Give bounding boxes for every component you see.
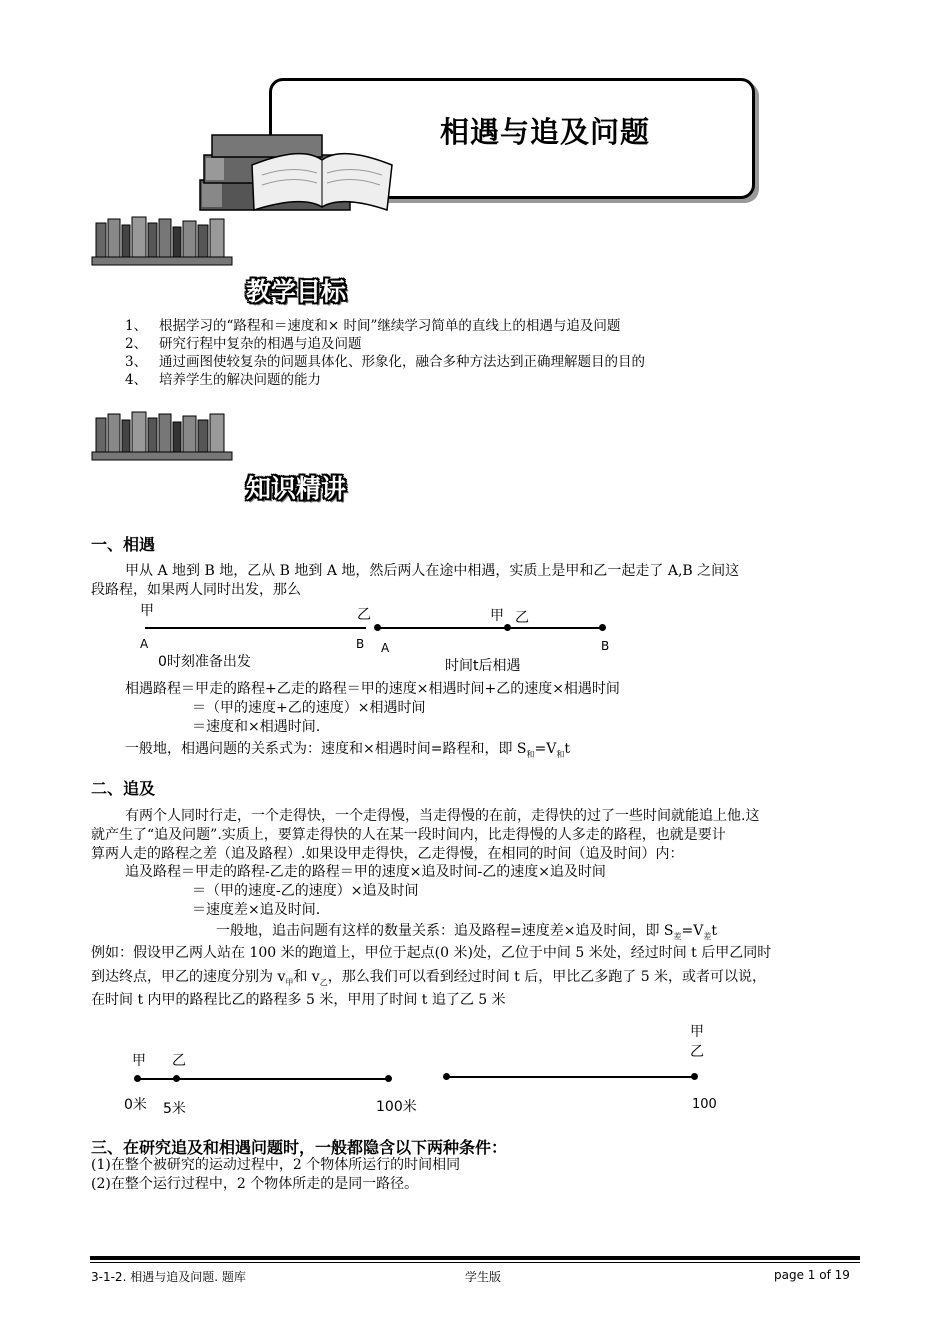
tick-label-5m: 5米 <box>163 1101 186 1117</box>
chase-formula-2: ＝（甲的速度-乙的速度）×追及时间 <box>192 883 419 899</box>
bookshelf-icon <box>90 213 235 268</box>
meet-intro-line1: 甲从 A 地到 B 地，乙从 B 地到 A 地，然后两人在途中相遇，实质上是甲和乙一起走了 A,B 之间这 <box>125 563 740 579</box>
condition-item-2: (2)在整个运行过程中，2 个物体所走的是同一路径。 <box>91 1176 419 1192</box>
footer-divider <box>90 1256 860 1260</box>
diagram-label-yi: 乙 <box>172 1053 186 1069</box>
tick-label-100: 100 <box>692 1097 717 1112</box>
track-line <box>447 1076 696 1078</box>
footer-divider <box>90 1262 860 1263</box>
footer-edition: 学生版 <box>465 1270 502 1284</box>
point-label-b: B <box>356 637 365 651</box>
point-dot <box>599 624 606 631</box>
chase-example-line3: 在时间 t 内甲的路程比乙的路程多 5 米，甲用了时间 t 追了乙 5 米 <box>91 992 506 1008</box>
distance-line <box>145 627 366 629</box>
point-dot <box>134 1075 141 1082</box>
chase-example-line1: 例如：假设甲乙两人站在 100 米的跑道上，甲位于起点(0 米)处，乙位于中间 5 米处，经过时间 t 后甲乙同时 <box>91 945 772 961</box>
tick-label-0m: 0米 <box>124 1097 147 1113</box>
diagram-label-yi: 乙 <box>357 607 371 623</box>
point-dot <box>443 1073 450 1080</box>
bookshelf-icon <box>90 408 235 463</box>
point-label-a: A <box>381 641 390 655</box>
diagram-caption-meet: 时间t后相遇 <box>445 658 521 674</box>
heading-conditions: 三、在研究追及和相遇问题时，一般都隐含以下两种条件： <box>91 1138 508 1157</box>
diagram-label-jia: 甲 <box>490 608 504 624</box>
footer-page-number: page 1 of 19 <box>774 1268 850 1282</box>
diagram-label-jia: 甲 <box>140 603 154 619</box>
diagram-label-jia: 甲 <box>132 1053 146 1069</box>
point-dot <box>173 1075 180 1082</box>
meet-formula-1: 相遇路程＝甲走的路程+乙走的路程＝甲的速度×相遇时间+乙的速度×相遇时间 <box>125 681 620 697</box>
books-illustration <box>192 125 397 220</box>
meet-formula-3: ＝速度和×相遇时间. <box>192 719 321 735</box>
point-dot <box>691 1073 698 1080</box>
point-dot <box>374 624 381 631</box>
list-item: 2、 研究行程中复杂的相遇与追及问题 <box>125 336 362 352</box>
meeting-point-dot <box>504 624 511 631</box>
chase-example-line2: 到达终点，甲乙的速度分别为 $v_甲$和 $v_乙$，那么我们可以看到经过时间 t 后，甲比乙多跑了 5 米，或者可以说， <box>91 969 767 987</box>
meet-general-relation: 一般地，相遇问题的关系式为：速度和×相遇时间=路程和，即 $S_和=V_和t$ <box>125 741 570 759</box>
section-title-knowledge: 知识精讲 <box>246 474 347 503</box>
chase-general-relation: 一般地，追击问题有这样的数量关系：追及路程=速度差×追及时间，即 $S_差=V_差t$ <box>216 923 717 941</box>
heading-chase: 二、追及 <box>91 779 156 798</box>
chase-para-line3: 算两人走的路程之差（追及路程）.如果设甲走得快，乙走得慢，在相同的时间（追及时间）内： <box>91 846 684 862</box>
chase-formula-3: ＝速度差×追及时间. <box>192 902 321 918</box>
diagram-label-yi: 乙 <box>515 610 529 626</box>
point-label-b: B <box>601 639 610 653</box>
diagram-label-jia: 甲 <box>690 1024 704 1040</box>
meet-formula-2: ＝（甲的速度+乙的速度）×相遇时间 <box>192 700 426 716</box>
point-label-a: A <box>140 637 149 651</box>
diagram-label-yi: 乙 <box>690 1044 704 1060</box>
list-item: 3、 通过画图使较复杂的问题具体化、形象化，融合多种方法达到正确理解题目的目的 <box>125 354 645 370</box>
tick-label-100m: 100米 <box>376 1099 417 1115</box>
distance-line <box>377 627 603 629</box>
list-item: 1、 根据学习的“路程和＝速度和× 时间”继续学习简单的直线上的相遇与追及问题 <box>125 318 621 334</box>
chase-para-line2: 就产生了“追及问题”.实质上，要算走得快的人在某一段时间内，比走得慢的人多走的路程，也就是要计 <box>91 827 726 843</box>
list-item: 4、 培养学生的解决问题的能力 <box>125 372 321 388</box>
meet-intro-line2: 段路程，如果两人同时出发，那么 <box>91 582 301 598</box>
section-title-goals: 教学目标 <box>246 277 347 306</box>
heading-meet: 一、相遇 <box>91 535 156 554</box>
condition-item-1: (1)在整个被研究的运动过程中，2 个物体所运行的时间相同 <box>91 1157 461 1173</box>
diagram-caption-start: 0时刻准备出发 <box>158 654 251 670</box>
point-dot <box>385 1075 392 1082</box>
page-title: 相遇与追及问题 <box>440 115 651 149</box>
goals-list <box>125 317 645 389</box>
footer-doc-name: 3-1-2. 相遇与追及问题. 题库 <box>91 1270 246 1284</box>
chase-para-line1: 有两个人同时行走，一个走得快，一个走得慢，当走得慢的在前，走得快的过了一些时间就能追上他.这 <box>125 808 760 824</box>
chase-formula-1: 追及路程＝甲走的路程-乙走的路程＝甲的速度×追及时间-乙的速度×追及时间 <box>125 864 606 880</box>
